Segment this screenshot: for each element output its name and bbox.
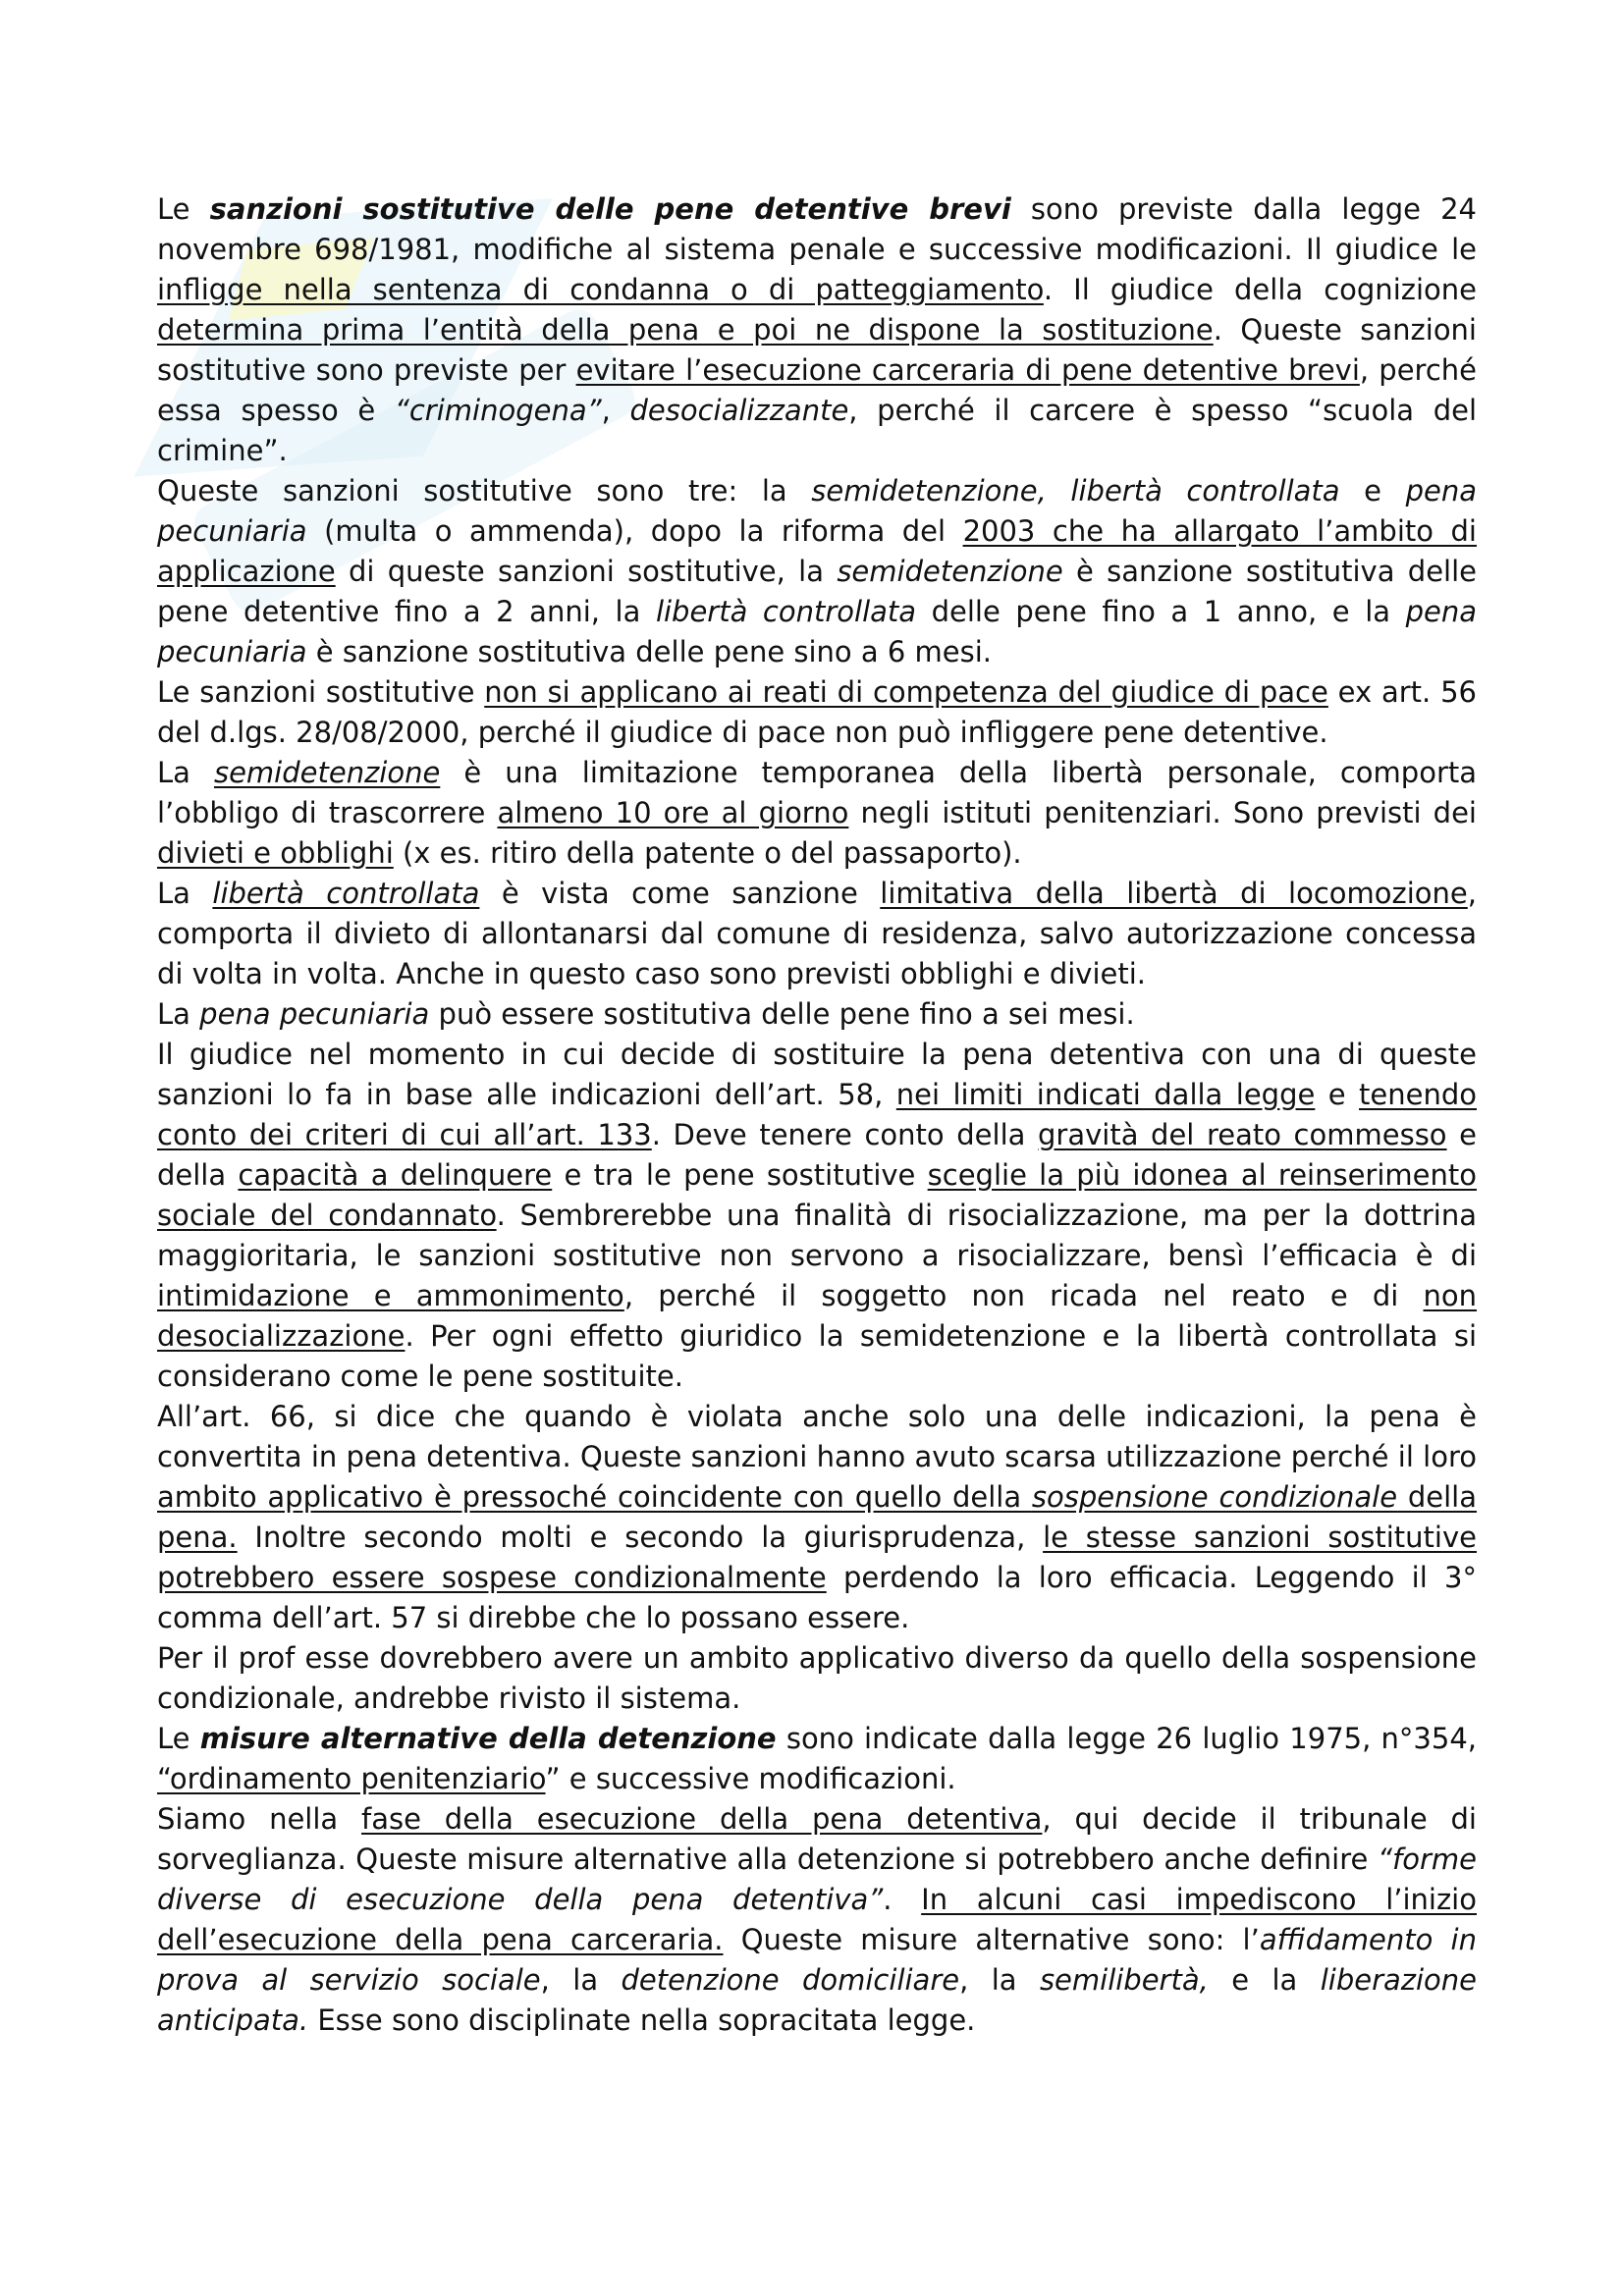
text-run: Le bbox=[157, 1722, 200, 1755]
text-run: . Sembrerebbe una finalità di risocializzazione, ma per la dottrina maggioritaria, le sanzioni sostitutive non servono a risocializzare, bensì l’efficacia è di bbox=[157, 1199, 1477, 1272]
text-run: , comporta il divieto di allontanarsi dal comune di residenza, salvo autorizzazione concessa di volta in volta. Anche in questo caso sono previsti obblighi e divieti. bbox=[157, 877, 1477, 990]
paragraph-3 bbox=[157, 672, 1477, 753]
text-run: sanzioni sostitutive delle pene detentive brevi bbox=[209, 192, 1011, 226]
text-run: di queste sanzioni sostitutive, la bbox=[335, 555, 838, 588]
text-run: perdendo la loro efficacia. Leggendo il 3° comma dell’art. 57 si direbbe che lo possano essere. bbox=[157, 1561, 1477, 1634]
text-run: e tra le pene sostitutive bbox=[552, 1158, 928, 1192]
paragraph-4 bbox=[157, 753, 1477, 874]
text-run: sospensione condizionale bbox=[1031, 1480, 1398, 1514]
text-run: infligge nella sentenza di condanna o di patteggiamento bbox=[157, 273, 1044, 306]
text-run: nei limiti indicati dalla legge bbox=[895, 1078, 1316, 1111]
text-run: ex art. 56 del d.lgs. 28/08/2000, perché il giudice di pace non può infliggere pene detentive. bbox=[157, 675, 1477, 749]
text-run: , bbox=[601, 394, 630, 427]
text-run: , la bbox=[959, 1963, 1040, 1997]
text-run: non desocializzazione bbox=[157, 1279, 1477, 1353]
text-run: semilibertà, bbox=[1039, 1963, 1209, 1997]
paragraph-6 bbox=[157, 994, 1477, 1035]
text-run: “criminogena” bbox=[394, 394, 602, 427]
text-run: intimidazione e ammonimento bbox=[157, 1279, 624, 1312]
text-run: . bbox=[883, 1883, 922, 1916]
text-run: liberazione anticipata. bbox=[157, 1963, 1478, 2037]
text-run: (x es. ritiro della patente o del passaporto). bbox=[393, 836, 1022, 870]
text-run: ” e successive modificazioni. bbox=[545, 1762, 956, 1795]
text-run: Il giudice nel momento in cui decide di sostituire la pena detentiva con una di queste sanzioni lo fa in base alle indicazioni dell’art. 58, bbox=[157, 1038, 1477, 1111]
text-run: , qui decide il tribunale di sorveglianza. Queste misure alternative alla detenzione si potrebbero anche definire bbox=[157, 1802, 1477, 1876]
text-run: e della bbox=[157, 1118, 1477, 1192]
text-run: (multa o ammenda), dopo la riforma del bbox=[306, 514, 963, 548]
paragraph-7 bbox=[157, 1035, 1477, 1397]
paragraph-1 bbox=[157, 189, 1477, 471]
text-run: Esse sono disciplinate nella sopracitata legge. bbox=[308, 2003, 976, 2037]
text-run: Le bbox=[157, 192, 210, 226]
text-run: almeno 10 ore al giorno bbox=[497, 796, 849, 829]
text-run: capacità a delinquere bbox=[238, 1158, 553, 1192]
text-run: e bbox=[1315, 1078, 1360, 1111]
text-run: La bbox=[157, 877, 213, 910]
text-run: Queste sanzioni sostitutive sono tre: la bbox=[157, 474, 812, 507]
text-run: Queste misure alternative sono: l’ bbox=[723, 1923, 1260, 1956]
paragraph-8 bbox=[157, 1397, 1477, 1638]
paragraph-11 bbox=[157, 1799, 1477, 2041]
text-run: e bbox=[1339, 474, 1406, 507]
text-run: , la bbox=[540, 1963, 622, 1997]
text-run: evitare l’esecuzione carceraria di pene detentive brevi bbox=[575, 353, 1360, 387]
text-run: è vista come sanzione bbox=[479, 877, 881, 910]
text-run: “ordinamento penitenziario bbox=[157, 1762, 546, 1795]
text-run: . Queste sanzioni sostitutive sono previste per bbox=[157, 313, 1477, 387]
document-body bbox=[157, 189, 1477, 2041]
text-run: divieti e obblighi bbox=[157, 836, 394, 870]
text-run: pena pecuniaria bbox=[157, 595, 1477, 668]
text-run: , perché essa spesso è bbox=[157, 353, 1477, 427]
text-run: ambito applicativo è pressoché coincidente con quello della bbox=[157, 1480, 1032, 1514]
text-run: 2003 che ha allargato l’ambito di applicazione bbox=[157, 514, 1477, 588]
paragraph-10 bbox=[157, 1719, 1477, 1799]
text-run: desocializzante bbox=[629, 394, 849, 427]
text-run: le stesse sanzioni sostitutive potrebbero essere sospese condizionalmente bbox=[157, 1521, 1477, 1594]
text-run: negli istituti penitenziari. Sono previsti dei bbox=[848, 796, 1477, 829]
text-run: . Deve tenere conto della bbox=[651, 1118, 1038, 1151]
text-run: Le sanzioni sostitutive bbox=[157, 675, 485, 709]
text-run: La bbox=[157, 997, 200, 1031]
text-run: . Per ogni effetto giuridico la semidetenzione e la libertà controllata si considerano come le pene sostituite. bbox=[157, 1319, 1477, 1393]
text-run: non si applicano ai reati di competenza del giudice di pace bbox=[484, 675, 1328, 709]
text-run: è sanzione sostitutiva delle pene sino a 6 mesi. bbox=[306, 635, 993, 668]
text-run: tenendo conto dei criteri di cui all’art. 133 bbox=[157, 1078, 1478, 1151]
text-run: Inoltre secondo molti e secondo la giurisprudenza, bbox=[237, 1521, 1044, 1554]
text-run: “forme diverse di esecuzione della pena detentiva” bbox=[157, 1842, 1477, 1916]
text-run: semidetenzione bbox=[837, 555, 1063, 588]
text-run: della pena. bbox=[157, 1480, 1477, 1554]
text-run: pena pecuniaria bbox=[199, 997, 430, 1031]
text-run: gravità del reato commesso bbox=[1038, 1118, 1447, 1151]
text-run: sono previste dalla legge 24 novembre 698/1981, modifiche al sistema penale e successive modificazioni. Il giudice le bbox=[157, 192, 1477, 266]
paragraph-2 bbox=[157, 471, 1477, 672]
text-run: . Il giudice della cognizione bbox=[1043, 273, 1477, 306]
text-run: All’art. 66, si dice che quando è violata anche solo una delle indicazioni, la pena è convertita in pena detentiva. Queste sanzioni hanno avuto scarsa utilizzazione perché il loro bbox=[157, 1400, 1477, 1473]
text-run: limitativa della libertà di locomozione bbox=[880, 877, 1468, 910]
text-run: In alcuni casi impediscono l’inizio dell’esecuzione della pena carceraria. bbox=[157, 1883, 1477, 1956]
text-run: semidetenzione bbox=[213, 756, 441, 789]
text-run: semidetenzione, libertà controllata bbox=[811, 474, 1340, 507]
paragraph-9 bbox=[157, 1638, 1477, 1719]
text-run: La bbox=[157, 756, 214, 789]
text-run: pena pecuniaria bbox=[157, 474, 1478, 548]
text-run: può essere sostitutiva delle pene fino a sei mesi. bbox=[429, 997, 1135, 1031]
text-run: delle pene fino a 1 anno, e la bbox=[916, 595, 1406, 628]
text-run: detenzione domiciliare bbox=[621, 1963, 960, 1997]
text-run: libertà controllata bbox=[655, 595, 917, 628]
text-run: determina prima l’entità della pena e poi ne dispone la sostituzione bbox=[157, 313, 1214, 347]
text-run: sceglie la più idonea al reinserimento sociale del condannato bbox=[157, 1158, 1477, 1232]
text-run: affidamento in prova al servizio sociale bbox=[157, 1923, 1477, 1997]
text-run: è sanzione sostitutiva delle pene detentive fino a 2 anni, la bbox=[157, 555, 1477, 628]
text-run: misure alternative della detenzione bbox=[199, 1722, 777, 1755]
text-run: Siamo nella bbox=[157, 1802, 362, 1836]
text-run: , perché il carcere è spesso “scuola del crimine”. bbox=[157, 394, 1477, 467]
paragraph-5 bbox=[157, 874, 1477, 994]
text-run: , perché il soggetto non ricada nel reato e di bbox=[623, 1279, 1424, 1312]
text-run: fase della esecuzione della pena detentiva bbox=[361, 1802, 1043, 1836]
text-run: libertà controllata bbox=[212, 877, 480, 910]
text-run: e la bbox=[1208, 1963, 1321, 1997]
text-run: Per il prof esse dovrebbero avere un ambito applicativo diverso da quello della sospensione condizionale, andrebbe rivisto il sistema. bbox=[157, 1641, 1477, 1715]
text-run: sono indicate dalla legge 26 luglio 1975, n°354, bbox=[776, 1722, 1477, 1755]
text-run: è una limitazione temporanea della libertà personale, comporta l’obbligo di trascorrere bbox=[157, 756, 1478, 829]
